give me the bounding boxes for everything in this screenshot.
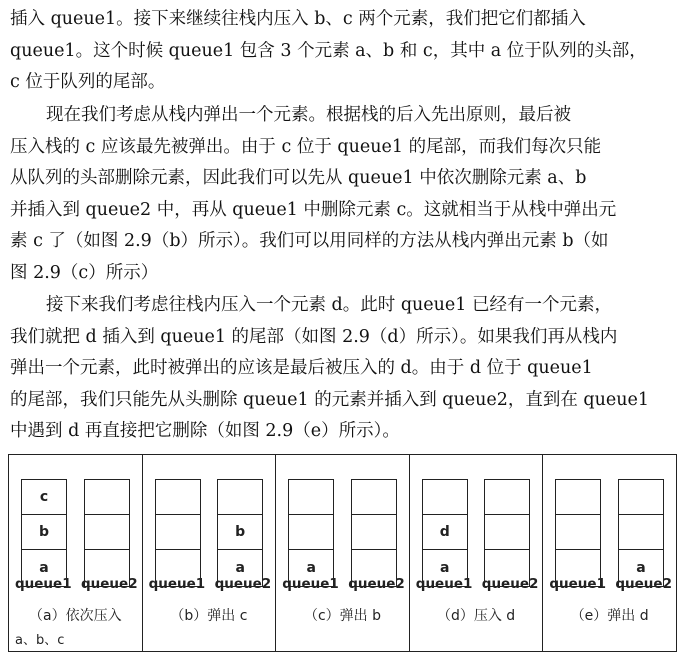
queue2-label: queue2 [481,576,539,592]
queue-cell: a [39,560,49,576]
queue-cell [352,480,396,515]
queue1-label: queue1 [15,576,72,592]
text-line: 素 c 了（如图 2.9（b）所示）。我们可以用同样的方法从栈内弹出元素 b（如 [10,231,609,251]
queue2-box [351,479,397,587]
panel-caption: （b）弹出 c [170,608,248,624]
figure-panel-d [410,455,544,651]
text-line: 我们就把 d 插入到 queue1 的尾部（如图 2.9（d）所示）。如果我们再从栈内 [10,326,618,347]
queue-cell: b [218,515,262,550]
queue-cell [85,480,129,515]
text-line: 图 2.9（c）所示） [10,262,159,283]
queue-cell [556,515,600,550]
queue1-box [155,479,201,587]
queue-cell: d [423,515,467,550]
queue-cell [289,480,333,515]
paragraph-3 [10,290,678,448]
panel-caption: （e）弹出 d [570,608,649,624]
text-line: 接下来我们考虑往栈内压入一个元素 d。此时 queue1 已经有一个元素， [46,295,612,315]
queue-cell: c [22,480,66,515]
queue2-box [84,479,130,587]
queue2-box [484,479,530,587]
figure-panel-a [9,455,143,651]
panel-caption: （a）依次压入 [29,608,122,624]
paragraph-1 [10,4,678,99]
queue2-label: queue2 [615,576,672,592]
queue2-label: queue2 [81,576,138,592]
queue-stack-figure [8,454,677,652]
queue-cell [218,480,262,515]
queue-cell: a [440,560,450,576]
text-line: 插入 queue1。接下来继续往栈内压入 b、c 两个元素，我们把它们都插入 [10,9,586,29]
text-line: 并插入到 queue2 中，再从 queue1 中删除元素 c。这就相当于从栈中弹出元 [10,199,617,220]
figure-panel-e [543,455,676,651]
text-line: 弹出一个元素，此时被弹出的应该是最后被压入的 d。由于 d 位于 queue1 [10,358,593,378]
queue1-label: queue1 [415,576,473,592]
queue2-label: queue2 [348,576,405,592]
queue1-box [422,479,468,587]
text-line: 压入栈的 c 应该最先被弹出。由于 c 位于 queue1 的尾部，而我们每次只能 [10,136,602,157]
text-line: 从队列的头部删除元素，因此我们可以先从 queue1 中依次删除元素 a、b [10,168,587,188]
queue-cell [556,480,600,515]
queue-cell: a [306,560,316,576]
queue2-box [217,479,263,587]
paragraph-2 [10,100,678,289]
queue1-box [288,479,334,587]
queue-cell [156,515,200,550]
figure-panel-b [143,455,277,651]
queue1-box [555,479,601,587]
queue-cell: a [235,560,245,576]
queue-cell [619,480,663,515]
text-line: 现在我们考虑从栈内弹出一个元素。根据栈的后入先出原则，最后被 [46,105,571,125]
queue1-label: queue1 [148,576,206,592]
queue-cell [485,480,529,515]
queue-cell: a [636,560,646,576]
queue1-label: queue1 [549,576,606,592]
text-line: 中遇到 d 再直接把它删除（如图 2.9（e）所示）。 [10,421,400,441]
queue-cell [423,480,467,515]
queue-cell [156,480,200,515]
queue2-box [618,479,664,587]
queue2-label: queue2 [214,576,272,592]
figure-panel-c [276,455,410,651]
queue1-label: queue1 [282,576,339,592]
queue-cell [289,515,333,550]
queue-cell: b [22,515,66,550]
text-line: c 位于队列的尾部。 [10,72,166,92]
text-line: 的尾部，我们只能先从头删除 queue1 的元素并插入到 queue2，直到在 queue1 [10,389,650,410]
panel-caption-line2: a、b、c [15,633,65,648]
text-line: queue1。这个时候 queue1 包含 3 个元素 a、b 和 c，其中 a 位于队列的头部， [10,40,647,61]
panel-caption: （c）弹出 b [303,608,381,624]
panel-caption: （d）压入 d [436,608,516,624]
queue-cell [619,515,663,550]
queue1-box [21,479,67,587]
queue-cell [85,515,129,550]
queue-cell [352,515,396,550]
queue-cell [485,515,529,550]
